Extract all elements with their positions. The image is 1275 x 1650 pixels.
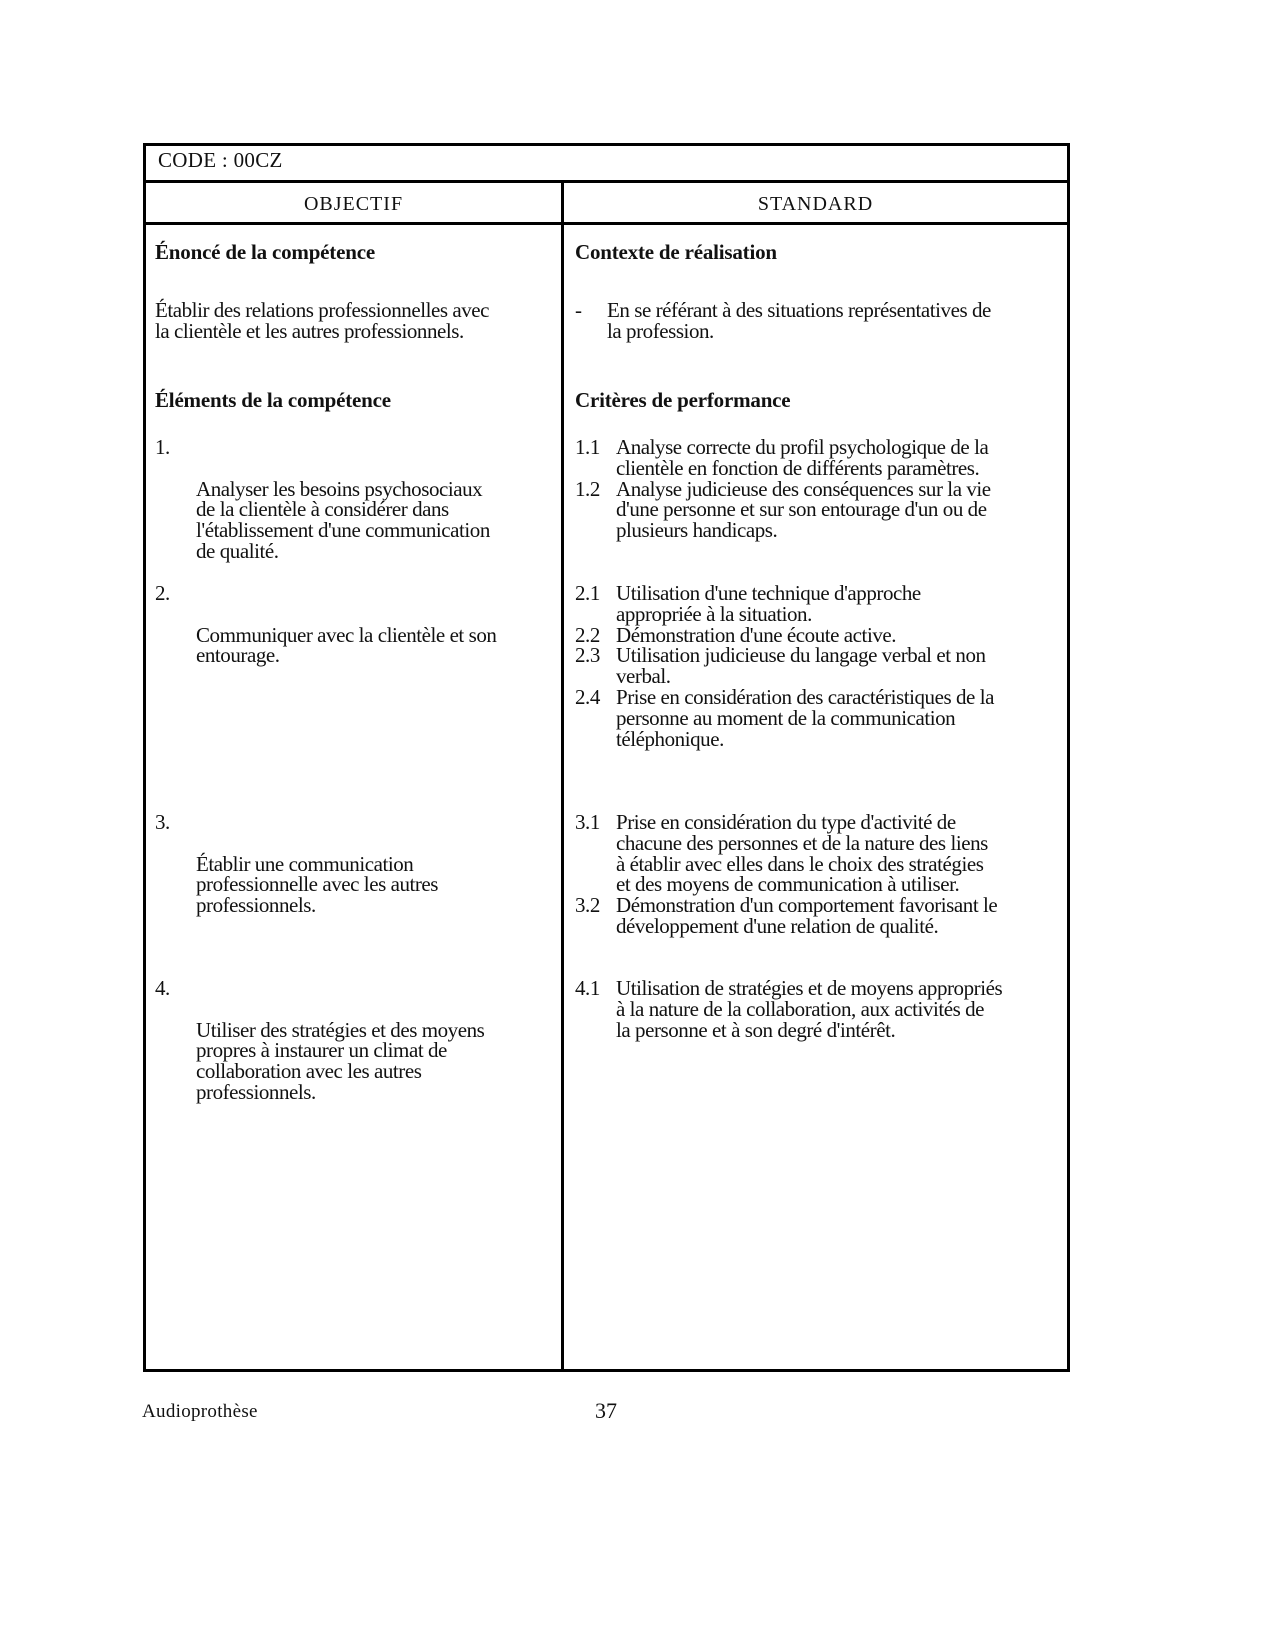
- enonce-title: Énoncé de la compétence: [155, 240, 375, 264]
- criteria-group: [575, 812, 1055, 937]
- competency-element: [155, 581, 555, 668]
- element-text: Analyser les besoins psychosociaux de la clientèle à considérer dans l'établissement d'une communication de qualité.: [196, 476, 490, 563]
- element-text: Établir une communication professionnelle avec les autres professionnels.: [196, 851, 439, 918]
- element-number: 1.: [155, 435, 170, 459]
- criteres-title: Critères de performance: [575, 388, 791, 412]
- competency-table: [143, 143, 1070, 1372]
- elements-title: Éléments de la compétence: [155, 388, 391, 412]
- criterion-text: Démonstration d'un comportement favorisant le développement d'une relation de qualité.: [616, 893, 998, 938]
- element-number: 2.: [155, 581, 170, 605]
- criterion-number: 2.4: [575, 684, 600, 709]
- criteria-group: [575, 978, 1055, 1040]
- competency-element: [155, 435, 555, 563]
- criterion-number: 2.3: [575, 643, 600, 668]
- performance-criterion: [575, 622, 1055, 647]
- competency-element: [155, 976, 555, 1104]
- criteria-group: [575, 583, 1055, 749]
- header-objectif: OBJECTIF: [303, 193, 404, 215]
- performance-criterion: [575, 978, 1055, 1040]
- criterion-number: 1.2: [575, 476, 600, 501]
- criterion-text: Utilisation de stratégies et de moyens appropriés à la nature de la collaboration, aux activités de la personne et à son degré d'intérêt.: [616, 976, 1003, 1042]
- criterion-text: Démonstration d'une écoute active.: [616, 622, 897, 647]
- footer-program: Audioprothèse: [142, 1401, 258, 1422]
- criteria-group: [575, 437, 1055, 541]
- divider: [146, 180, 1067, 183]
- performance-criterion: [575, 812, 1055, 895]
- element-text: Utiliser des stratégies et des moyens propres à instaurer un climat de collaboration avec les autres professionnels.: [196, 1017, 485, 1104]
- performance-criterion: [575, 895, 1055, 937]
- contexte-text: En se référant à des situations représentatives de la profession.: [607, 298, 991, 343]
- criterion-number: 3.2: [575, 893, 600, 918]
- column-divider: [561, 183, 564, 1369]
- page-number: 37: [595, 1398, 617, 1423]
- competency-element: [155, 810, 555, 918]
- divider: [146, 222, 1067, 225]
- criterion-number: 4.1: [575, 976, 600, 1000]
- code-label: CODE : 00CZ: [158, 148, 283, 172]
- header-standard: STANDARD: [757, 193, 874, 215]
- element-number: 3.: [155, 810, 170, 834]
- performance-criterion: [575, 437, 1055, 479]
- criterion-number: 2.2: [575, 622, 600, 647]
- criterion-text: Analyse correcte du profil psychologique de la clientèle en fonction de différents paramètres.: [616, 435, 989, 480]
- performance-criterion: [575, 476, 1055, 543]
- criterion-text: Utilisation judicieuse du langage verbal et non verbal.: [616, 643, 986, 689]
- performance-criterion: [575, 645, 1055, 687]
- performance-criterion: [575, 684, 1055, 751]
- criterion-number: 3.1: [575, 810, 600, 834]
- criterion-number: 2.1: [575, 581, 600, 605]
- enonce-text: Établir des relations professionnelles avec la clientèle et les autres professionnels.: [155, 298, 490, 343]
- criterion-text: Utilisation d'une technique d'approche appropriée à la situation.: [616, 581, 921, 626]
- contexte-bullet: -: [575, 298, 582, 322]
- performance-criterion: [575, 583, 1055, 625]
- element-text: Communiquer avec la clientèle et son entourage.: [196, 622, 497, 668]
- criterion-text: Prise en considération du type d'activité de chacune des personnes et de la nature des liens à établir avec elles dans le choix des stratégies et des moyens de communication à utiliser.: [616, 810, 988, 897]
- element-number: 4.: [155, 976, 170, 1000]
- contexte-title: Contexte de réalisation: [575, 240, 777, 264]
- criterion-text: Analyse judicieuse des conséquences sur la vie d'une personne et sur son entourage d'un ou de plusieurs handicaps.: [616, 476, 991, 543]
- criterion-number: 1.1: [575, 435, 600, 459]
- criterion-text: Prise en considération des caractéristiques de la personne au moment de la communication téléphonique.: [616, 684, 994, 751]
